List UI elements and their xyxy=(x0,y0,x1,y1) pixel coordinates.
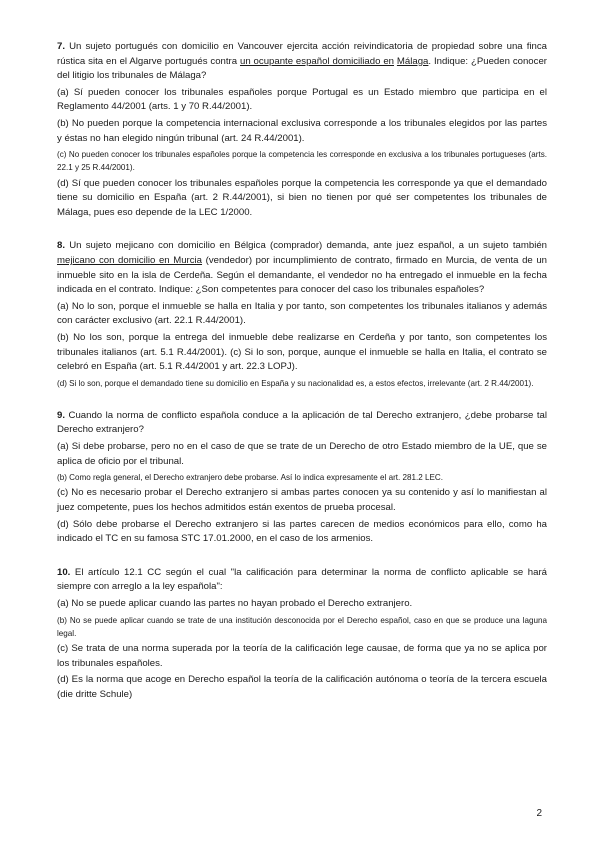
option-b: (b) No se puede aplicar cuando se trate de una institución desconocida por el Derecho español, caso en que se produce una laguna legal. xyxy=(57,615,547,638)
stem-text: Cuando la norma de conflicto española conduce a la aplicación de tal Derecho extranjero, ¿debe probarse tal Derecho extranjero? xyxy=(57,409,547,436)
stem-text: (vendedor) por incumplimiento de contrato, firmado en Murcia, de venta de un inmueble sito en la isla de Cerdeña. Según el demandante, el vendedor no ha entregado el inmueble en la fecha indicada en el contrato. Indique: ¿Son competentes para conocer del caso los tribunales españoles? xyxy=(57,254,548,296)
question-9 xyxy=(57,409,547,547)
option-c: (c) No pueden conocer los tribunales españoles porque la competencia les corresponde en exclusiva a los tribunales portugueses (arts. 22.1 y 25 R.44/2001). xyxy=(57,150,547,173)
option-a: (a) No lo son, porque el inmueble se halla en Italia y por tanto, son competentes los tribunales italianos y además con carácter exclusivo (art. 22.1 R.44/2001). xyxy=(57,300,547,327)
question-number: 9. xyxy=(57,409,66,421)
option-d: (d) Si lo son, porque el demandado tiene su domicilio en España y su nacionalidad es, a estos efectos, irrelevante (art. 2 R.44/2001). xyxy=(57,378,534,388)
option-c: (c) Se trata de una norma superada por la teoría de la calificación lege causae, de forma que ya no se aplica por los tribunales españoles. xyxy=(57,643,547,669)
option-a: (a) Sí pueden conocer los tribunales españoles porque Portugal es un Estado miembro que participa en el Reglamento 44/2001 (arts. 1 y 70 R.44/2001). xyxy=(57,86,547,113)
question-8 xyxy=(57,239,547,390)
stem-text: . Indique: ¿Pueden conocer del litigio los tribunales de Málaga? xyxy=(57,55,547,82)
question-stem xyxy=(57,409,547,438)
stem-text: El artículo 12.1 CC según el cual "la calificación para determinar la norma de conflicto aplicable se hará siempre con arreglo a la ley española": xyxy=(57,566,547,593)
question-10 xyxy=(57,566,547,703)
option-b-c: (b) No los son, porque la entrega del inmueble debe realizarse en Cerdeña y por tanto, son competentes los tribunales italianos (art. 5.1 R.44/2001). (c) Si lo son, porque, aunque el inmueble se halla en Italia, el contrato se celebró en España (art. 5.1 R.44/2001 y art. 22.3 LOPJ). xyxy=(57,331,547,373)
question-number: 10. xyxy=(57,566,71,578)
page-number: 2 xyxy=(536,808,542,819)
option-a: (a) No se puede aplicar cuando las partes no hayan probado el Derecho extranjero. xyxy=(57,598,413,610)
question-stem xyxy=(57,566,547,595)
question-stem xyxy=(57,40,547,84)
option-d: (d) Es la norma que acoge en Derecho español la teoría de la calificación autónoma o teoría de la tercera escuela (die dritte Schule) xyxy=(57,674,547,700)
underlined-text: Málaga xyxy=(396,55,429,67)
option-d: (d) Sí que pueden conocer los tribunales españoles porque la competencia les corresponde ya que el demandado tiene su domicilio en España (art. 2 R.44/2001), si bien no tienen por qué ser competentes los tribunales de Málaga, pues eso depende de la LEC 1/2000. xyxy=(57,177,547,218)
question-number: 7. xyxy=(57,41,66,52)
option-b: (b) Como regla general, el Derecho extranjero debe probarse. Así lo indica expresamente el art. 281.2 LEC. xyxy=(57,473,444,483)
stem-text: Un sujeto mejicano con domicilio en Bélgica (comprador) demanda, ante juez español, a un sujeto también xyxy=(65,240,547,252)
question-stem xyxy=(57,239,547,297)
underlined-text: un ocupante español domiciliado en xyxy=(239,55,395,67)
page-body xyxy=(57,40,547,721)
option-b: (b) No pueden porque la competencia internacional exclusiva corresponde a los tribunales elegidos por las partes y éstas no han elegido ningún tribunal (art. 24 R.44/2001). xyxy=(57,117,547,144)
underlined-text: mejicano con domicilio en Murcia xyxy=(57,254,203,266)
stem-text: Un sujeto portugués con domicilio en Vancouver ejercita acción reivindicatoria de propiedad sobre una finca rústica sita en el Algarve portugués contra xyxy=(57,41,547,67)
question-7 xyxy=(57,40,547,220)
option-c: (c) No es necesario probar el Derecho extranjero si ambas partes conocen ya su contenido y así lo manifiestan al juez competente, pues los hechos admitidos están exentos de prueba procesal. xyxy=(57,487,547,514)
option-a: (a) Si debe probarse, pero no en el caso de que se trate de un Derecho de otro Estado miembro de la UE, que se aplica de oficio por el tribunal. xyxy=(57,441,547,467)
option-d: (d) Sólo debe probarse el Derecho extranjero si las partes carecen de medios económicos para ello, como ha indicado el TC en su famosa STC 17.01.2000, en el caso de los armenios. xyxy=(57,518,547,545)
question-number: 8. xyxy=(57,240,66,252)
